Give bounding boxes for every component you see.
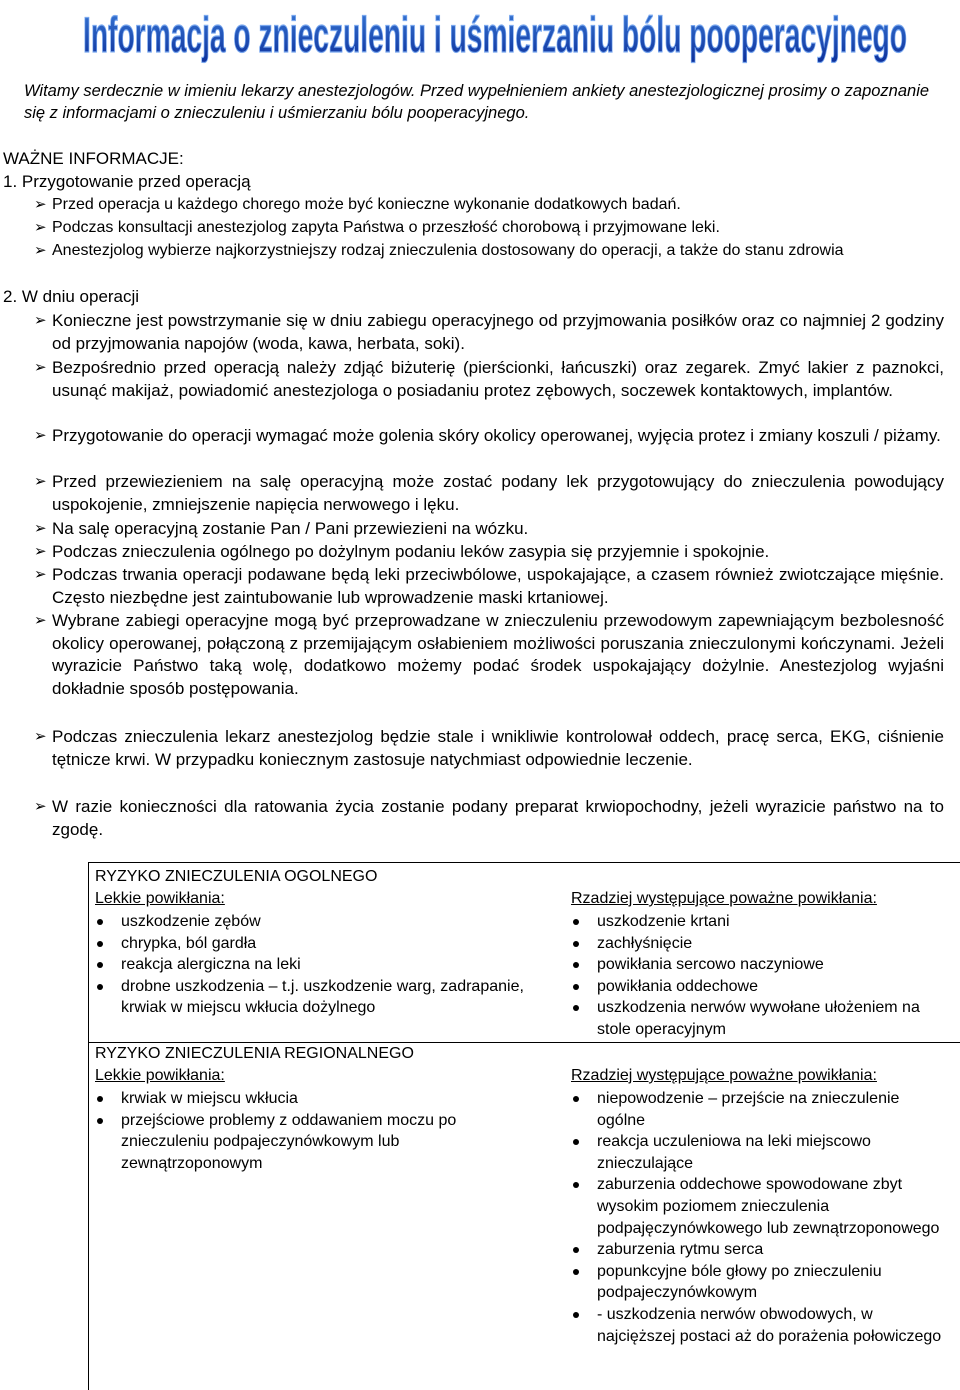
arrow-bullet-icon: ➢ xyxy=(34,566,47,583)
arrow-bullet-icon: ➢ xyxy=(34,196,47,213)
list-item: ➢ Konieczne jest powstrzymanie się w dniu zabiegu operacyjnego od przyjmowania posiłków oraz co najmniej 2 godziny od przyjmowania napojów (woda, kawa, herbata, soki). xyxy=(34,311,944,353)
list-item: zaburzenia oddechowe spowodowane zbyt wysokim poziomem znieczulenia podpajęczynówkowego lub zewnątrzoponowego xyxy=(571,1174,951,1239)
list-item: krwiak w miejscu wkłucia xyxy=(95,1088,515,1110)
list-item: ➢ Na salę operacyjną zostanie Pan / Pani przewiezieni na wózku. xyxy=(34,518,944,541)
arrow-bullet-icon: ➢ xyxy=(34,312,47,329)
regional-major-list xyxy=(571,1088,951,1347)
list-item: ➢ Przed przewiezieniem na salę operacyjną może zostać podany lek przygotowujący do znieczulenia powodujący uspokojenie, zmniejszenie napięcia nerwowego i lęku. xyxy=(34,472,944,514)
list-item: ➢ Podczas trwania operacji podawane będą leki przeciwbólowe, uspokajające, a czasem również zwiotczające mięśnie. Często niezbędne jest zaintubowanie lub wprowadzenie maski krtaniowej. xyxy=(34,565,944,607)
arrow-bullet-icon: ➢ xyxy=(34,242,47,259)
list-item: drobne uszkodzenia – t.j. uszkodzenie warg, zadrapanie, krwiak w miejscu wkłucia dożylnego xyxy=(95,976,535,1019)
list-item: ➢ W razie konieczności dla ratowania życia zostanie podany preparat krwiopochodny, jeżeli wyrazicie państwo na to zgodę. xyxy=(34,797,944,839)
list-item: reakcja uczuleniowa na leki miejscowo znieczulające xyxy=(571,1131,951,1174)
list-item: chrypka, ból gardła xyxy=(95,933,535,955)
general-minor-label: Lekkie powikłania: xyxy=(95,890,225,907)
arrow-bullet-icon: ➢ xyxy=(34,612,47,629)
list-item: reakcja alergiczna na leki xyxy=(95,954,535,976)
list-item: ➢ Podczas znieczulenia ogólnego po dożylnym podaniu leków zasypia się przyjemnie i spokojnie. xyxy=(34,541,944,564)
title-banner xyxy=(0,0,960,66)
section2-heading: 2. W dniu operacji xyxy=(3,287,140,306)
table-divider xyxy=(89,1042,960,1043)
intro-text: Witamy serdecznie w imieniu lekarzy anestezjologów. Przed wypełnieniem ankiety anestezjologicznej prosimy o zapoznanie się z informacjami o znieczuleniu i uśmierzaniu bólu pooperacyjnego. xyxy=(24,82,930,122)
list-item: zachłyśnięcie xyxy=(571,933,951,955)
list-item: ➢ Anestezjolog wybierze najkorzystniejszy rodzaj znieczulenia dostosowany do operacji, a także do stanu zdrowia xyxy=(34,240,944,263)
section1-heading: 1. Przygotowanie przed operacją xyxy=(3,172,251,191)
list-item: ➢ Podczas konsultacji anestezjolog zapyta Państwa o przeszłość chorobową i przyjmowane leki. xyxy=(34,217,944,240)
arrow-bullet-icon: ➢ xyxy=(34,427,47,444)
list-item: powikłania oddechowe xyxy=(571,976,951,998)
arrow-bullet-icon: ➢ xyxy=(34,798,47,815)
risk-table xyxy=(88,862,960,1390)
arrow-bullet-icon: ➢ xyxy=(34,473,47,490)
general-minor-list xyxy=(95,911,535,1019)
list-item: ➢ Przygotowanie do operacji wymagać może golenia skóry okolicy operowanej, wyjęcia protez i zmiany koszuli / piżamy. xyxy=(34,425,944,448)
list-item: ➢ Wybrane zabiegi operacyjne mogą być przeprowadzane w znieczuleniu przewodowym zapewniającym bezbolesność okolicy operowanej, połączoną z przemijającym osłabieniem możliwości poruszania znieczulonymi kończynami. Jeżeli wyrazicie Państwo taką wolę, dodatkowo możemy podać środek uspokajający dożylnie. Anestezjolog wyjaśni dokładnie sposób postępowania. xyxy=(34,611,944,698)
banner-title: Informacja o znieczuleniu i uśmierzaniu bólu pooperacyjnego xyxy=(83,7,907,63)
list-item: ➢ Podczas znieczulenia lekarz anestezjolog będzie stale i wnikliwie kontrolował oddech, pracę serca, EKG, ciśnienie tętnicze krwi. W przypadku koniecznym zastosuje natychmiast odpowiednie leczenie. xyxy=(34,727,944,769)
arrow-bullet-icon: ➢ xyxy=(34,219,47,236)
arrow-bullet-icon: ➢ xyxy=(34,359,47,376)
regional-major-label: Rzadziej występujące poważne powikłania: xyxy=(571,1067,877,1084)
list-item: niepowodzenie – przejście na znieczulenie ogólne xyxy=(571,1088,951,1131)
general-major-list xyxy=(571,911,951,1041)
arrow-bullet-icon: ➢ xyxy=(34,520,47,537)
list-item: ➢ Przed operacja u każdego chorego może być konieczne wykonanie dodatkowych badań. xyxy=(34,194,944,217)
regional-minor-label: Lekkie powikłania: xyxy=(95,1067,225,1084)
general-risk-title: RYZYKO ZNIECZULENIA OGOLNEGO xyxy=(95,868,378,885)
list-item: zaburzenia rytmu serca xyxy=(571,1239,951,1261)
list-item: uszkodzenie krtani xyxy=(571,911,951,933)
arrow-bullet-icon: ➢ xyxy=(34,543,47,560)
list-item: ➢ Bezpośrednio przed operacją należy zdjąć biżuterię (pierścionki, łańcuszki) oraz zegarek. Zmyć lakier z paznokci, usunąć makijaż, powiadomić anestezjologa o posiadaniu protez zębowych, soczewek kontaktowych, implantów. xyxy=(34,358,944,400)
regional-risk-title: RYZYKO ZNIECZULENIA REGIONALNEGO xyxy=(95,1045,414,1062)
list-item: powikłania sercowo naczyniowe xyxy=(571,954,951,976)
important-heading: WAŻNE INFORMACJE: xyxy=(3,149,184,168)
list-item: - uszkodzenia nerwów obwodowych, w najcięższej postaci aż do porażenia połowiczego xyxy=(571,1304,951,1347)
list-item: uszkodzenia nerwów wywołane ułożeniem na stole operacyjnym xyxy=(571,997,951,1040)
list-item: uszkodzenie zębów xyxy=(95,911,535,933)
regional-minor-list xyxy=(95,1088,515,1174)
list-item: przejściowe problemy z oddawaniem moczu po znieczuleniu podpajeczynówkowym lub zewnątrzoponowym xyxy=(95,1110,515,1175)
list-item: popunkcyjne bóle głowy po znieczuleniu podpajeczynówkowym xyxy=(571,1261,951,1304)
general-major-label: Rzadziej występujące poważne powikłania: xyxy=(571,890,877,907)
arrow-bullet-icon: ➢ xyxy=(34,728,47,745)
